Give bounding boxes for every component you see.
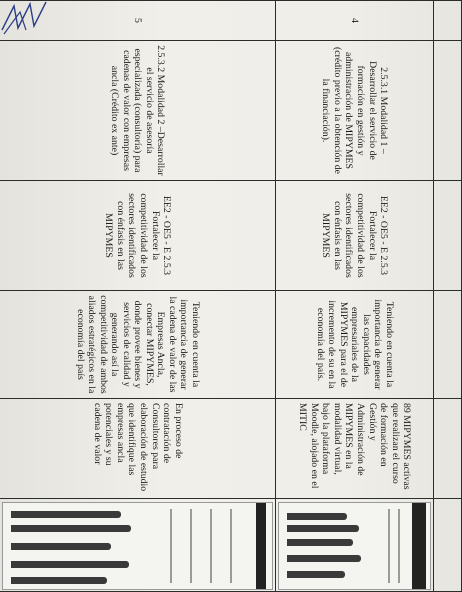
table-row — [0, 1, 276, 592]
result-cell: 89 MIPYMES activas que realizan el curso de formación en Gestión y Administración de MIPYMES en la modalidad virtual, bajo la plataforma Moodle, alojado en el MITIC — [276, 399, 434, 499]
justification-cell: Teniendo en cuenta la importancia de generar las capacidades empresariales de la MIPYMES para el de incremento de su en la economía del país. — [276, 291, 434, 399]
empty-cell — [434, 399, 462, 499]
justification-cell: Teniendo en cuenta la importancia de generar la cadena de valor de las Empresas Ancla, conectar MIPYMES, donde provee bienes y servicios de calidad y generando así la competitividad de ambos aliados estratégicos en la economía del país — [0, 291, 276, 399]
empty-cell — [434, 1, 462, 41]
empty-cell — [434, 499, 462, 592]
evidence-cell — [276, 499, 434, 592]
pen-scribble — [0, 0, 60, 40]
empty-cell — [434, 181, 462, 291]
table-row — [276, 1, 434, 592]
evidence-photo — [278, 502, 431, 590]
objective-cell: EE2 - OE5 - E 2.5.3 Fortalecer la competitividad de los sectores identificados con énfasis en las MIPYMES — [276, 181, 434, 291]
evidence-cell — [0, 499, 276, 592]
table-row-top-margin — [434, 1, 462, 592]
modality-cell: 2.5.3.2 Modalidad 2 –Desarrollar el servicio de asesoría especializada (consultoría) para cadenas de valor con empresas ancla (Crédito ex ante) — [0, 41, 276, 181]
evidence-photo — [2, 502, 273, 590]
objective-cell: EE2 - OE5 - E 2.5.3 Fortalecer la competitividad de los sectores identificados con énfasis en las MIPYMES — [0, 181, 276, 291]
modality-cell: 2.5.3.1 Modalidad 1 – Desarrollar el servicio de formación en gestión y administración de MIPYMES (crédito previo a la obtención de la financiación). — [276, 41, 434, 181]
empty-cell — [434, 41, 462, 181]
result-cell: En proceso de contratación de Consultores para elaboración de estudio que identifique las empresas ancla potenciales y su cadena de valor — [0, 399, 276, 499]
empty-cell — [434, 291, 462, 399]
row-number: 5 — [0, 1, 276, 41]
row-number: 4 — [276, 1, 434, 41]
